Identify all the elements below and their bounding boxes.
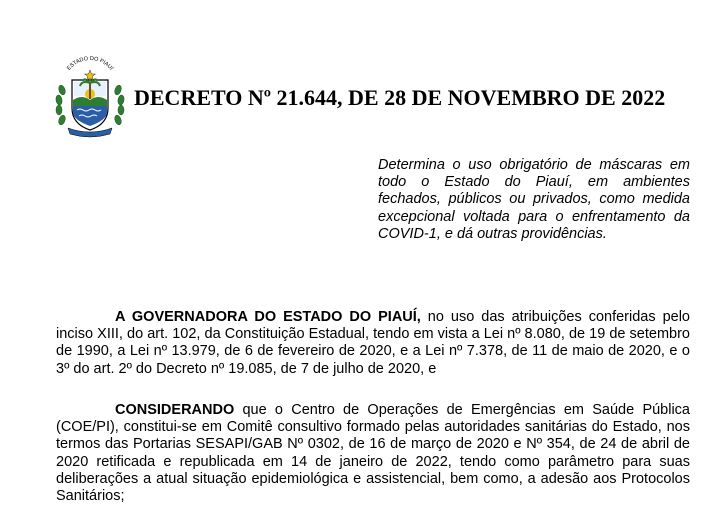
preamble-text: no uso das atribuições conferidas pelo inciso XIII, do art. 102, da Constituição Estadual, tendo em vista a Lei nº 8.080, de 19 de setembro de 1990, a Lei nº 13.979, de 6 de fevereiro de 2020, e a Lei nº 7.378, de 11 de maio de 2020, e o 3º do art. 2º do Decreto nº 19.085, de 7 de julho de 2020, e bbox=[56, 309, 690, 377]
decree-title: DECRETO Nº 21.644, DE 28 DE NOVEMBRO DE 2022 bbox=[134, 85, 666, 110]
considering-text: que o Centro de Operações de Emergências em Saúde Pública (COE/PI), constitui-se em Comitê consultivo formado pelas autoridades sanitárias do Estado, nos termos das Portarias SESAPI/GAB Nº 0302, de 16 de março de 2020 e Nº 354, de 24 de abril de 2020 retificada e republicada em 14 de janeiro de 2022, tendo como parâmetro para suas deliberações a atual situação epidemiológica e assistencial, bem como, a adesão aos Protocolos Sanitários; bbox=[56, 402, 690, 505]
considering-lead: CONSIDERANDO bbox=[115, 402, 235, 418]
seal-top-text: ESTADO DO PIAUÍ bbox=[66, 55, 114, 72]
state-coat-of-arms-icon bbox=[50, 50, 130, 138]
preamble-paragraph bbox=[56, 309, 690, 378]
preamble-lead: A GOVERNADORA DO ESTADO DO PIAUÍ, bbox=[115, 309, 421, 325]
considering-paragraph bbox=[56, 402, 690, 505]
decree-summary: Determina o uso obrigatório de máscaras em todo o Estado do Piauí, em ambientes fechados, públicos ou privados, como medida excepcional voltada para o enfrentamento da COVID-1, e dá outras providências. bbox=[378, 157, 690, 242]
